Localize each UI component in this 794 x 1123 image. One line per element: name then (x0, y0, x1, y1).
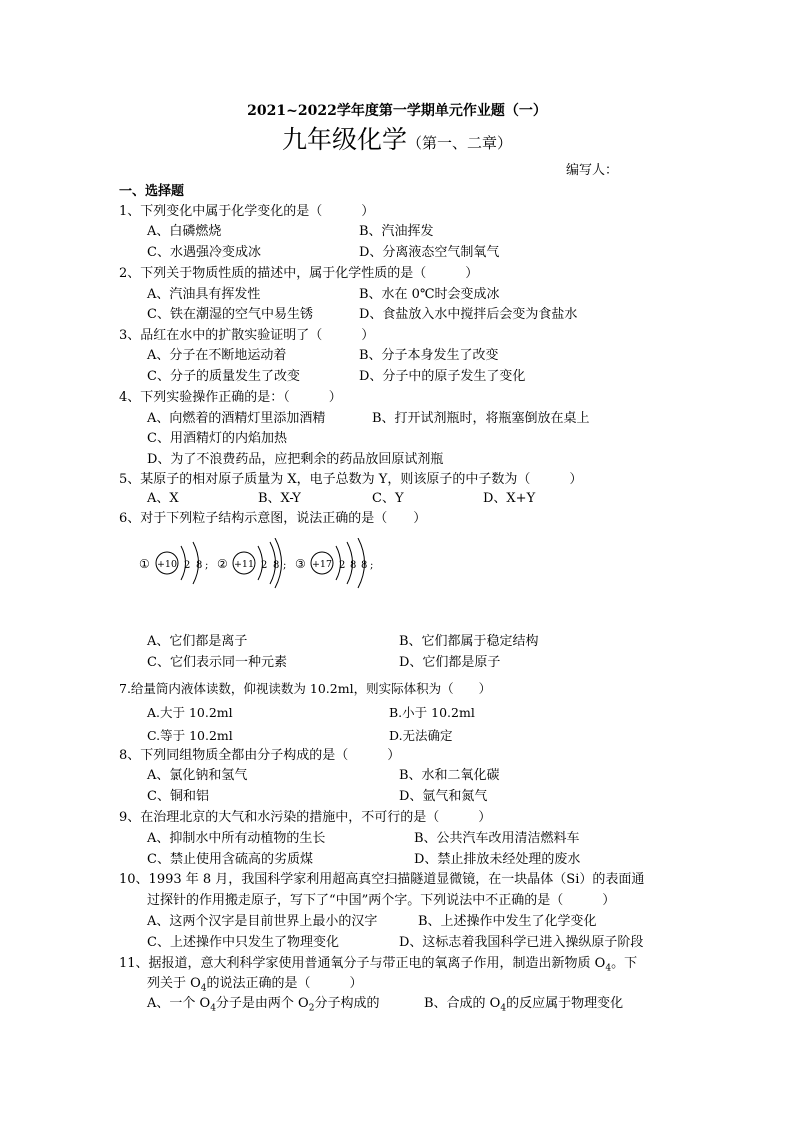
q8-option-a: A、氯化钠和氢气 (147, 768, 248, 783)
exam-title (0, 124, 794, 159)
q11-a-part2: 分子是由两个 O (215, 996, 309, 1011)
q11-a-part1: A、一个 O (147, 996, 211, 1011)
q7-option-c: C.等于 10.2ml (147, 728, 233, 743)
q10-stem-line1: 10、1993 年 8 月，我国科学家利用超高真空扫描隧道显微镜，在一块晶体（Si）的表面通 (119, 872, 645, 887)
atom-1-separator: ; (205, 560, 209, 571)
q11-b-part1: B、合成的 O (424, 996, 501, 1011)
q5-stem: 5、某原子的相对原子质量为 X，电子总数为 Y，则该原子的中子数为（ ） (119, 472, 583, 487)
q4-option-c: C、用酒精灯的内焰加热 (147, 431, 287, 446)
atom-3-shell-3: 8 (361, 560, 368, 571)
q9-option-a: A、抑制水中所有动植物的生长 (147, 831, 326, 846)
q8-option-c: C、铜和铝 (147, 789, 209, 804)
atom-1-charge: +10 (156, 559, 178, 570)
q11-stem-2sub: 4 (200, 983, 207, 994)
q10-option-b: B、上述操作中发生了化学变化 (418, 914, 597, 929)
q1-option-b: B、汽油挥发 (359, 224, 434, 239)
q4-stem: 4、下列实验操作正确的是：（ ） (119, 390, 342, 405)
q7-option-b: B.小于 10.2ml (389, 705, 475, 720)
q10-option-d: D、这标志着我国科学已进入操纵原子阶段 (399, 935, 644, 950)
q8-stem: 8、下列同组物质全都由分子构成的是（ ） (119, 748, 401, 763)
title-paren: （第一、二章） (407, 134, 513, 152)
atom-1-shell-1: 2 (184, 560, 191, 571)
q6-option-a: A、它们都是离子 (147, 634, 248, 649)
q11-stem-1sub: 4 (605, 963, 612, 974)
q11-stem-line2 (147, 976, 363, 992)
q6-option-b: B、它们都属于稳定结构 (399, 634, 539, 649)
q5-option-d: D、X+Y (483, 491, 536, 506)
q11-a-sub1: 4 (210, 1003, 216, 1014)
q11-stem-line1 (119, 956, 637, 972)
q11-option-b (424, 996, 623, 1012)
author-label: 编写人： (566, 163, 619, 178)
q9-option-d: D、禁止排放未经处理的废水 (414, 852, 581, 867)
q11-stem-2a: 列关于 O (147, 976, 201, 991)
atom-2-separator: ; (283, 560, 287, 571)
q11-stem-2b: 的说法正确的是（ ） (206, 976, 363, 991)
q4-option-b: B、打开试剂瓶时，将瓶塞倒放在桌上 (372, 411, 590, 426)
section-heading: 一、选择题 (119, 184, 185, 199)
q4-option-d: D、为了不浪费药品，应把剩余的药品放回原试剂瓶 (147, 452, 444, 467)
q11-option-a (147, 996, 379, 1012)
q2-option-c: C、铁在潮湿的空气中易生锈 (147, 307, 313, 322)
q3-option-a: A、分子在不断地运动着 (147, 348, 287, 363)
q3-option-c: C、分子的质量发生了改变 (147, 369, 300, 384)
q5-option-c: C、Y (372, 491, 404, 506)
q1-option-d: D、分离液态空气制氧气 (359, 245, 500, 260)
q2-option-b: B、水在 0℃时会变成冰 (359, 287, 500, 302)
q11-b-part2: 的反应属于物理变化 (506, 996, 624, 1011)
q6-option-d: D、它们都是原子 (399, 655, 501, 670)
atom-2-marker: ② (217, 557, 228, 571)
q4-option-a: A、向燃着的酒精灯里添加酒精 (147, 411, 326, 426)
q11-a-sub2: 2 (308, 1003, 315, 1014)
q11-a-part3: 分子构成的 (314, 996, 380, 1011)
q5-option-a: A、X (147, 491, 179, 506)
title-main: 九年级化学 (281, 125, 407, 154)
atom-2-charge: +11 (233, 559, 255, 570)
q2-stem: 2、下列关于物质性质的描述中，属于化学性质的是（ ） (119, 266, 479, 281)
atomic-structure-diagram (135, 538, 405, 594)
atom-3-marker: ③ (295, 557, 306, 571)
q3-option-d: D、分子中的原子发生了变化 (359, 369, 526, 384)
q9-stem: 9、在治理北京的大气和水污染的措施中，不可行的是（ ） (119, 810, 492, 825)
q10-option-c: C、上述操作中只发生了物理变化 (147, 935, 339, 950)
atom-3-shell-2: 8 (350, 560, 357, 571)
q1-option-a: A、白磷燃烧 (147, 224, 222, 239)
q9-option-b: B、公共汽车改用清洁燃料车 (414, 831, 580, 846)
q3-option-b: B、分子本身发生了改变 (359, 348, 499, 363)
q5-option-b: B、X-Y (258, 491, 301, 506)
q3-stem: 3、品红在水中的扩散实验证明了（ ） (119, 328, 375, 343)
atom-2-shell-1: 2 (261, 560, 268, 571)
q7-stem: 7.给量筒内液体读数，仰视读数为 10.2ml，则实际体积为（ ） (119, 681, 492, 696)
q9-option-c: C、禁止使用含硫高的劣质煤 (147, 852, 313, 867)
q1-stem: 1、下列变化中属于化学变化的是（ ） (119, 204, 375, 219)
q8-option-d: D、氩气和氮气 (399, 789, 488, 804)
atom-1-marker: ① (139, 557, 150, 571)
q11-stem-1a: 11、据报道，意大利科学家使用普通氧分子与带正电的氧离子作用，制造出新物质 O (119, 956, 606, 971)
q2-option-a: A、汽油具有挥发性 (147, 287, 261, 302)
q8-option-b: B、水和二氧化碳 (399, 768, 500, 783)
q6-stem: 6、对于下列粒子结构示意图，说法正确的是（ ） (119, 511, 427, 526)
atom-2-shell-2: 8 (273, 560, 280, 571)
q1-option-c: C、水遇强冷变成冰 (147, 245, 261, 260)
q7-option-d: D.无法确定 (389, 728, 453, 743)
q10-option-a: A、这两个汉字是目前世界上最小的汉字 (147, 914, 378, 929)
q2-option-d: D、食盐放入水中搅拌后会变为食盐水 (359, 307, 578, 322)
q11-b-sub: 4 (500, 1003, 507, 1014)
exam-subtitle: 2021~2022学年度第一学期单元作业题（一） (247, 103, 547, 119)
q11-stem-1b: 。下 (611, 956, 638, 971)
q10-stem-line2: 过探针的作用搬走原子，写下了“中国”两个字。下列说法中不正确的是（ ） (147, 893, 616, 908)
atom-3-separator: ; (370, 560, 374, 571)
q7-option-a: A.大于 10.2ml (147, 705, 233, 720)
atom-3-shell-1: 2 (339, 560, 346, 571)
atom-3-charge: +17 (311, 559, 333, 570)
atom-1-shell-2: 8 (196, 560, 203, 571)
q6-option-c: C、它们表示同一种元素 (147, 655, 287, 670)
